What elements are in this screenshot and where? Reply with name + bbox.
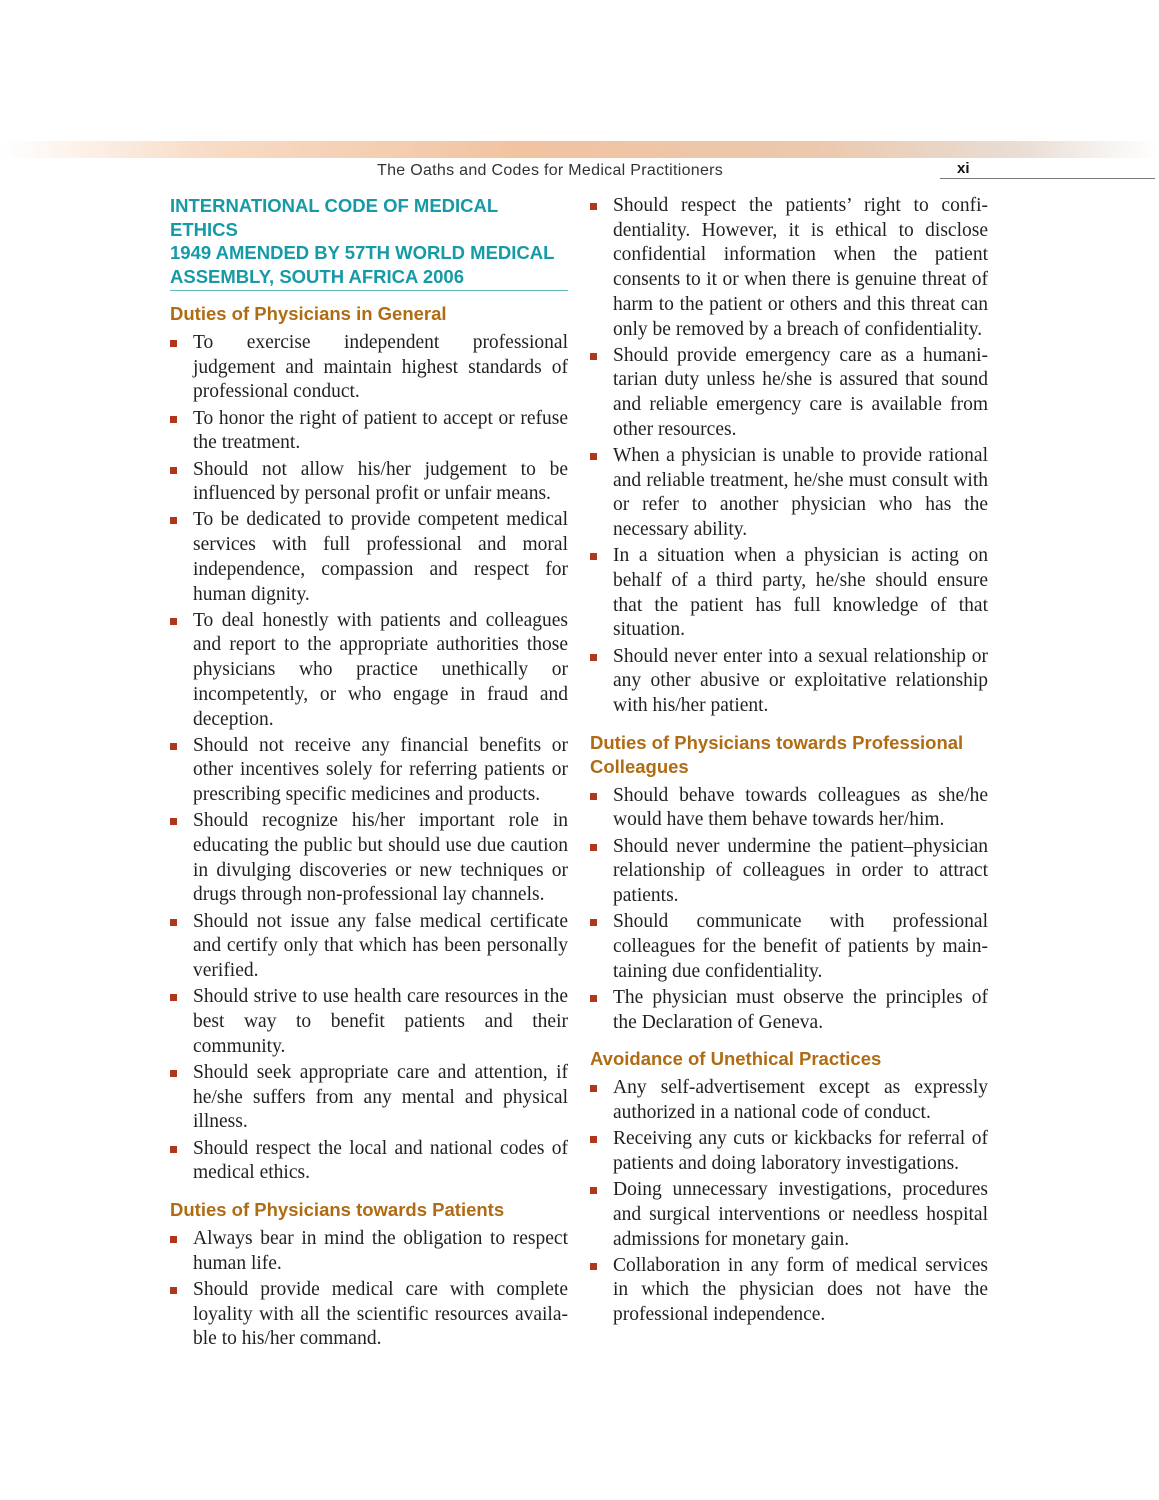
list-item: Should strive to use health care resources in the best way to benefit patients and their community.	[170, 985, 568, 1059]
list-item: To honor the right of patient to accept or refuse the treatment.	[170, 407, 568, 456]
unethical-practices-list	[590, 1076, 988, 1328]
section-heading-patients: Duties of Physicians towards Patients	[170, 1198, 505, 1220]
list-item: Always bear in mind the obligation to respect human life.	[170, 1227, 568, 1276]
list-item: Should not issue any false medical certificate and certify only that which has been personally verified.	[170, 910, 568, 984]
list-item: Should communicate with professional colleagues for the benefit of patients by main-taining due confidentiality.	[590, 910, 988, 984]
code-title-line: 1949 AMENDED BY 57TH WORLD MEDICAL	[170, 242, 555, 263]
list-item: Doing unnecessary investigations, procedures and surgical interventions or needless hospital admissions for monetary gain.	[590, 1178, 988, 1252]
list-item: Should seek appropriate care and attention, if he/she suffers from any mental and physical illness.	[170, 1061, 568, 1135]
list-item: Should respect the local and national codes of medical ethics.	[170, 1137, 568, 1186]
running-head: The Oaths and Codes for Medical Practitioners	[377, 162, 724, 179]
list-item: Should recognize his/her important role in educating the public but should use due caution in divulging discoveries or new techniques or drugs through non-professional lay channels.	[170, 809, 568, 908]
list-item: In a situation when a physician is acting on behalf of a third party, he/she should ensure that the patient has full knowledge of that situation.	[590, 544, 988, 643]
patient-duties-list	[170, 1227, 568, 1352]
list-item: Should never undermine the patient–physician relationship of colleagues in order to attract patients.	[590, 835, 988, 909]
code-title-line: ASSEMBLY, SOUTH AFRICA 2006	[170, 265, 465, 287]
page-number: xi	[957, 160, 970, 177]
general-duties-list	[170, 331, 568, 1186]
page-number-rule	[940, 178, 1155, 179]
list-item: The physician must observe the principles of the Declaration of Geneva.	[590, 986, 988, 1035]
section-heading-unethical: Avoidance of Unethical Practices	[590, 1048, 882, 1070]
list-item: Receiving any cuts or kickbacks for referral of patients and doing laboratory investigations.	[590, 1127, 988, 1176]
list-item: Should not allow his/her judgement to be influenced by personal profit or unfair means.	[170, 458, 568, 507]
code-title-line: INTERNATIONAL CODE OF MEDICAL ETHICS	[170, 195, 498, 240]
list-item: When a physician is unable to provide rational and reliable treatment, he/she must consult with or refer to another physician who has the necessary ability.	[590, 444, 988, 543]
list-item: Should respect the patients’ right to confi-dentiality. However, it is ethical to disclose confidential information when the patient consents to it or when there is genuine threat of harm to the patient or others and this threat can only be removed by a breach of confidentiality.	[590, 194, 988, 342]
list-item: To be dedicated to provide competent medical services with full professional and moral independence, compassion and respect for human dignity.	[170, 508, 568, 607]
list-item: Should provide medical care with complete loyality with all the scientific resources availa-ble to his/her command.	[170, 1278, 568, 1352]
section-heading-colleagues: Duties of Physicians towards Professional Colleagues	[590, 731, 964, 777]
list-item: Should behave towards colleagues as she/he would have them behave towards her/him.	[590, 784, 988, 833]
list-item: Should not receive any financial benefits or other incentives solely for referring patients or prescribing specific medicines and products.	[170, 734, 568, 808]
code-title	[170, 194, 568, 291]
patient-duties-list-continued	[590, 194, 988, 719]
colleague-duties-list	[590, 784, 988, 1036]
list-item: Collaboration in any form of medical services in which the physician does not have the professional independence.	[590, 1254, 988, 1328]
right-column	[590, 194, 988, 1329]
section-heading-general: Duties of Physicians in General	[170, 303, 447, 324]
left-column	[170, 194, 568, 1353]
list-item: Should never enter into a sexual relationship or any other abusive or exploitative relationship with his/her patient.	[590, 645, 988, 719]
list-item: Should provide emergency care as a humani-tarian duty unless he/she is assured that sound and reliable emergency care is available from other resources.	[590, 344, 988, 443]
list-item: To deal honestly with patients and colleagues and report to the appropriate authorities those physicians who practice unethically or incompetently, or who engage in fraud and deception.	[170, 609, 568, 733]
header-color-band	[0, 141, 1159, 158]
list-item: To exercise independent professional judgement and maintain highest standards of professional conduct.	[170, 331, 568, 405]
list-item: Any self-advertisement except as expressly authorized in a national code of conduct.	[590, 1076, 988, 1125]
